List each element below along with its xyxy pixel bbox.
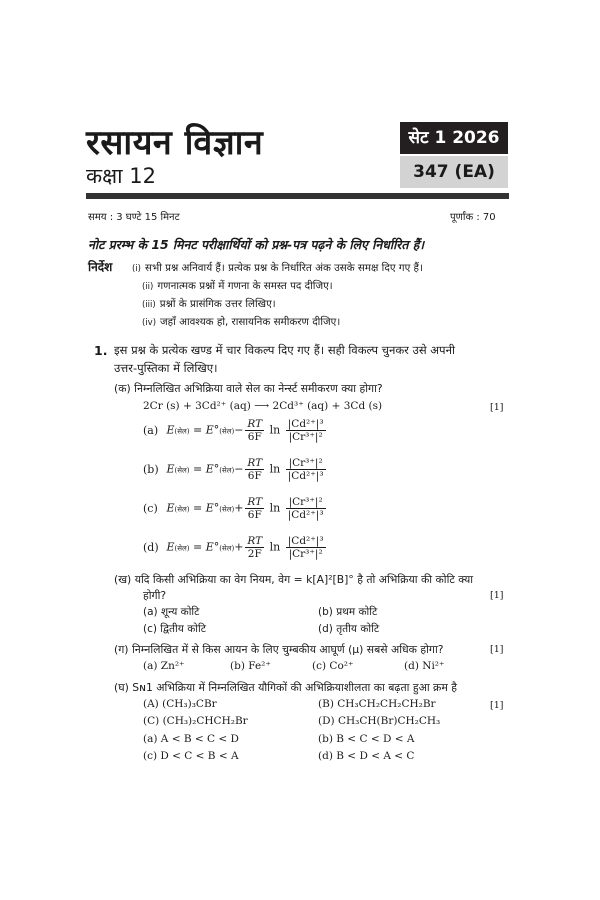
instruction-item xyxy=(132,261,423,275)
option-label: (a) xyxy=(143,423,159,437)
instruction-number: (iv) xyxy=(142,318,157,328)
class-label: कक्षा 12 xyxy=(86,164,157,188)
instruction-number: (iii) xyxy=(142,300,156,310)
page-title: रसायन विज्ञान xyxy=(86,123,264,163)
part-text: निम्नलिखित में से किस आयन के लिए चुम्बकीय आघूर्ण (μ) सबसे अधिक होगा? xyxy=(131,643,444,656)
option-c: (c) Co²⁺ xyxy=(312,660,354,672)
part-kha-question-cont: होगी? xyxy=(143,589,167,602)
cell-subscript: (सेल) xyxy=(174,427,190,436)
compound-c: (C) (CH₃)₂CHCH₂Br xyxy=(143,715,248,727)
time-allowed: समय : 3 घण्टे 15 मिनट xyxy=(88,212,180,223)
option-sign: − xyxy=(234,462,244,476)
paper-code-badge: 347 (EA) xyxy=(400,156,508,188)
part-label: (घ) xyxy=(114,681,129,694)
part-label: (क) xyxy=(114,382,131,395)
conc-numerator: |Cd²⁺|³ xyxy=(287,418,324,430)
option-d: (d) Ni²⁺ xyxy=(404,660,445,672)
cell-subscript: (सेल) xyxy=(219,466,235,475)
instructions-heading: निर्देश xyxy=(88,260,113,274)
cell-subscript: (सेल) xyxy=(219,427,235,436)
option-b: (b) B < C < D < A xyxy=(318,733,415,745)
marks-label: [1] xyxy=(490,590,504,601)
option-a: (a) E(सेल) = E°(सेल)− $\frac{RT}{6F}$ ln $\frac{\text{|Cd²⁺|³}}{\text{|Cr³⁺|²}}$ xyxy=(143,418,324,443)
instruction-text: सभी प्रश्न अनिवार्य हैं। प्रत्येक प्रश्न के निर्धारित अंक उसके समक्ष दिए गए हैं। xyxy=(145,262,423,274)
marks-label: [1] xyxy=(490,402,504,413)
instruction-item xyxy=(142,279,333,293)
header-divider xyxy=(86,193,509,199)
option-label: (c) xyxy=(143,501,158,515)
conc-denominator: |Cr³⁺|² xyxy=(288,431,323,443)
option-sign: − xyxy=(234,423,244,437)
option-b: (b) Fe²⁺ xyxy=(230,660,271,672)
part-kha-question xyxy=(114,572,473,587)
marks-label: [1] xyxy=(490,700,504,711)
instruction-number: (ii) xyxy=(142,282,154,292)
set-badge: सेट 1 2026 xyxy=(400,122,508,154)
question-stem-line1: इस प्रश्न के प्रत्येक खण्ड में चार विकल्प दिए गए हैं। सही विकल्प चुनकर उसे अपनी xyxy=(114,343,455,357)
conc-denominator: |Cd²⁺|³ xyxy=(287,509,324,521)
instruction-item xyxy=(142,297,276,311)
rt-numerator: RT xyxy=(247,496,263,508)
rt-numerator: RT xyxy=(247,457,263,469)
f-denominator: 6F xyxy=(247,509,262,521)
question-stem-line2: उत्तर-पुस्तिका में लिखिए। xyxy=(114,361,218,375)
option-sign: + xyxy=(234,501,244,515)
instruction-text: प्रश्नों के प्रासंगिक उत्तर लिखिए। xyxy=(159,298,276,310)
f-denominator: 6F xyxy=(247,470,262,482)
option-b: (b) प्रथम कोटि xyxy=(318,606,378,618)
conc-numerator: |Cr³⁺|² xyxy=(286,457,326,470)
f-denominator: 6F xyxy=(247,431,262,443)
part-ka-question xyxy=(114,381,383,396)
question-number: 1. xyxy=(94,343,108,358)
marks-label: [1] xyxy=(490,644,504,655)
option-c: (c) द्वितीय कोटि xyxy=(143,623,206,635)
instruction-text: जहाँ आवश्यक हो, रासायनिक समीकरण दीजिए। xyxy=(160,316,341,328)
option-a: (a) Zn²⁺ xyxy=(143,660,185,672)
compound-b: (B) CH₃CH₂CH₂CH₂Br xyxy=(318,698,436,710)
option-b: (b) E(सेल) = E°(सेल)− $\frac{RT}{6F}$ ln $\frac{\text{|Cr³⁺|²}}{\text{|Cd²⁺|³}}$ xyxy=(143,457,324,482)
part-ga-question xyxy=(114,642,444,657)
cell-subscript: (सेल) xyxy=(174,544,190,553)
instruction-number: (i) xyxy=(132,264,141,274)
cell-reaction: 2Cr (s) + 3Cd²⁺ (aq) ⟶ 2Cd³⁺ (aq) + 3Cd (s) xyxy=(143,400,383,412)
option-label: (b) xyxy=(143,462,159,476)
cell-subscript: (सेल) xyxy=(174,505,190,514)
part-text: Sɴ1 अभिक्रिया में निम्नलिखित यौगिकों की अभिक्रियाशीलता का बढ़ता हुआ क्रम है xyxy=(132,681,457,694)
compound-d: (D) CH₃CH(Br)CH₂CH₃ xyxy=(318,715,441,727)
part-label: (ग) xyxy=(114,643,129,656)
cell-subscript: (सेल) xyxy=(219,544,235,553)
option-c: (c) D < C < B < A xyxy=(143,750,239,762)
compound-a: (A) (CH₃)₃CBr xyxy=(143,698,217,710)
instruction-text: गणनात्मक प्रश्नों में गणना के समस्त पद दीजिए। xyxy=(157,280,333,292)
instruction-item xyxy=(142,315,340,329)
option-c: (c) E(सेल) = E°(सेल)+ $\frac{RT}{6F}$ ln $\frac{\text{|Cr³⁺|²}}{\text{|Cd²⁺|³}}$ xyxy=(143,496,324,521)
note: नोट प्ररम्भ के 15 मिनट परीक्षार्थियों को प्रश्न-पत्र पढ़ने के लिए निर्धारित हैं। xyxy=(88,237,425,252)
option-d: (d) B < D < A < C xyxy=(318,750,415,762)
option-label: (d) xyxy=(143,540,159,554)
conc-numerator: |Cr³⁺|² xyxy=(286,496,326,509)
conc-denominator: |Cr³⁺|² xyxy=(288,548,323,560)
cell-subscript: (सेल) xyxy=(219,505,235,514)
option-sign: + xyxy=(234,540,244,554)
rt-numerator: RT xyxy=(247,418,263,430)
option-d: (d) E(सेल) = E°(सेल)+ $\frac{RT}{2F}$ ln $\frac{\text{|Cd²⁺|³}}{\text{|Cr³⁺|²}}$ xyxy=(143,535,324,560)
conc-numerator: |Cd²⁺|³ xyxy=(287,535,324,547)
max-marks: पूर्णांक : 70 xyxy=(450,212,496,223)
cell-subscript: (सेल) xyxy=(174,466,190,475)
option-a: (a) A < B < C < D xyxy=(143,733,239,745)
part-label: (ख) xyxy=(114,573,132,586)
conc-denominator: |Cd²⁺|³ xyxy=(287,470,324,482)
part-text: निम्नलिखित अभिक्रिया वाले सेल का नेर्न्स्ट समीकरण क्या होगा? xyxy=(134,382,383,395)
part-text: यदि किसी अभिक्रिया का वेग नियम, वेग = k[A]²[B]° है तो अभिक्रिया की कोटि क्या xyxy=(134,573,474,586)
part-gha-question xyxy=(114,680,457,695)
option-a: (a) शून्य कोटि xyxy=(143,606,200,618)
option-d: (d) तृतीय कोटि xyxy=(318,623,380,635)
f-denominator: 2F xyxy=(247,548,262,560)
rt-numerator: RT xyxy=(247,535,263,547)
